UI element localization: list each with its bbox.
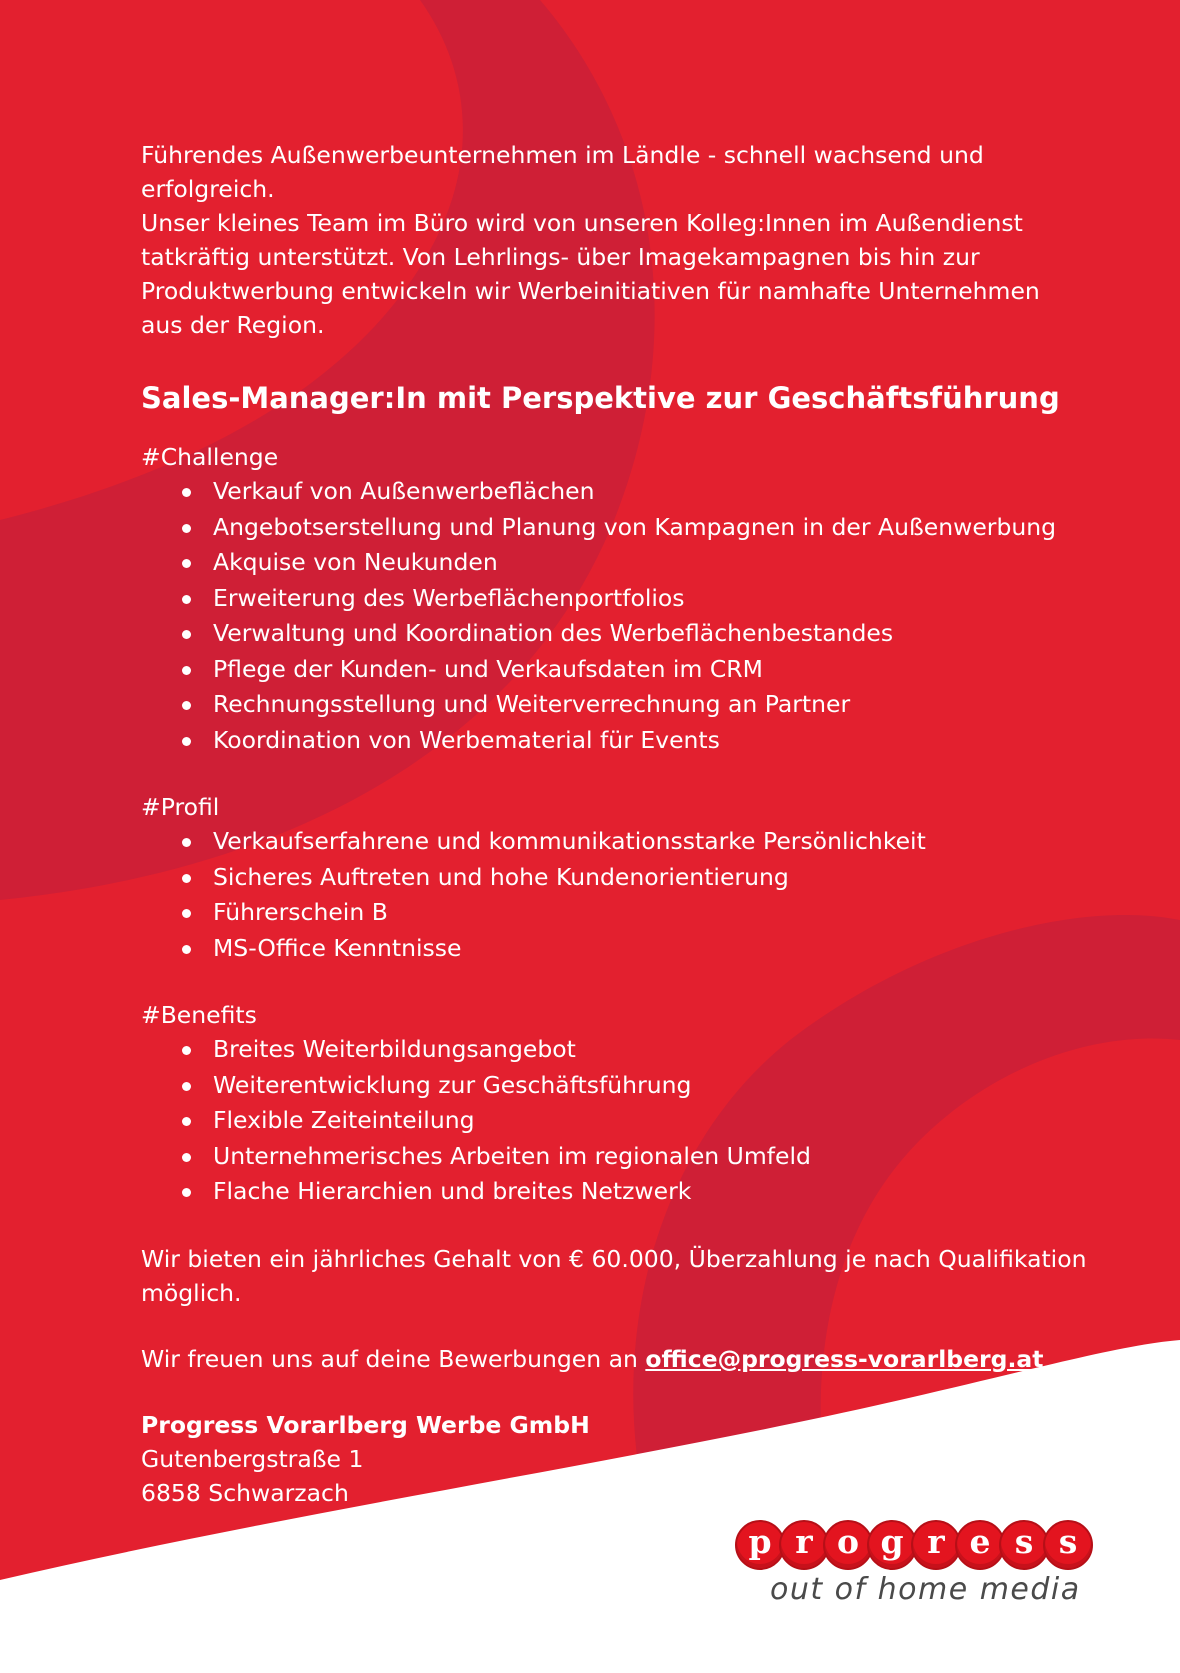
company-name: Progress Vorarlberg Werbe GmbH bbox=[141, 1410, 590, 1439]
list-item: Rechnungsstellung und Weiterverrechnung an Partner bbox=[141, 687, 1161, 723]
list-item: Sicheres Auftreten und hohe Kundenorientierung bbox=[141, 860, 1161, 896]
list-item: Angebotserstellung und Planung von Kampagnen in der Außenwerbung bbox=[141, 510, 1161, 546]
section-heading: #Benefits bbox=[141, 1001, 257, 1029]
section-heading: #Profil bbox=[141, 793, 220, 821]
logo-letter: s bbox=[999, 1520, 1049, 1570]
logo-letter: p bbox=[735, 1520, 785, 1570]
logo-letter: r bbox=[779, 1520, 829, 1570]
list-item: Weiterentwicklung zur Geschäftsführung bbox=[141, 1068, 1161, 1104]
list-item: Pflege der Kunden- und Verkaufsdaten im CRM bbox=[141, 652, 1161, 688]
list-item: Akquise von Neukunden bbox=[141, 545, 1161, 581]
list-item: Breites Weiterbildungsangebot bbox=[141, 1032, 1161, 1068]
job-title: Sales-Manager:In mit Perspektive zur Geschäftsführung bbox=[141, 381, 1060, 415]
intro-line: Unser kleines Team im Büro wird von unseren Kolleg:Innen im Außendienst bbox=[141, 209, 1023, 237]
list-item: Flexible Zeiteinteilung bbox=[141, 1103, 1161, 1139]
company-address bbox=[141, 1408, 1161, 1510]
email-link[interactable]: office@progress-vorarlberg.at bbox=[645, 1344, 1044, 1373]
bullet-list bbox=[141, 1032, 1161, 1210]
section-heading: #Challenge bbox=[141, 443, 279, 471]
section-challenge bbox=[141, 440, 1161, 758]
company-street: Gutenbergstraße 1 bbox=[141, 1444, 364, 1473]
intro-line: tatkräftig unterstützt. Von Lehrlings- über Imagekampagnen bis hin zur bbox=[141, 243, 980, 271]
logo-letter: e bbox=[955, 1520, 1005, 1570]
list-item: Verkauf von Außenwerbeflächen bbox=[141, 474, 1161, 510]
list-item: Verwaltung und Koordination des Werbeflächenbestandes bbox=[141, 616, 1161, 652]
content-area bbox=[141, 138, 1161, 1510]
bullet-list bbox=[141, 474, 1161, 758]
list-item: Führerschein B bbox=[141, 895, 1161, 931]
intro-line: Produktwerbung entwickeln wir Werbeinitiativen für namhafte Unternehmen bbox=[141, 277, 1040, 305]
section-profil bbox=[141, 790, 1161, 966]
intro-line: aus der Region. bbox=[141, 311, 325, 339]
list-item: Unternehmerisches Arbeiten im regionalen Umfeld bbox=[141, 1139, 1161, 1175]
list-item: Koordination von Werbematerial für Events bbox=[141, 723, 1161, 759]
logo-letter: o bbox=[823, 1520, 873, 1570]
list-item: Verkaufserfahrene und kommunikationsstarke Persönlichkeit bbox=[141, 824, 1161, 860]
logo-tagline: out of home media bbox=[770, 1572, 1081, 1607]
list-item: MS-Office Kenntnisse bbox=[141, 931, 1161, 967]
logo-letter: r bbox=[911, 1520, 961, 1570]
progress-logo bbox=[735, 1520, 1125, 1640]
contact-text: Wir freuen uns auf deine Bewerbungen an bbox=[141, 1344, 646, 1373]
company-city: 6858 Schwarzach bbox=[141, 1478, 349, 1507]
intro-line: erfolgreich. bbox=[141, 175, 275, 203]
logo-letter: s bbox=[1043, 1520, 1093, 1570]
logo-letter: g bbox=[867, 1520, 917, 1570]
section-benefits bbox=[141, 998, 1161, 1210]
list-item: Erweiterung des Werbeflächenportfolios bbox=[141, 581, 1161, 617]
intro-line: Führendes Außenwerbeunternehmen im Ländle - schnell wachsend und bbox=[141, 141, 984, 169]
bullet-list bbox=[141, 824, 1161, 966]
intro-paragraph bbox=[141, 138, 1161, 342]
salary-text: Wir bieten ein jährliches Gehalt von € 60.000, Überzahlung je nach Qualifikation möglich. bbox=[141, 1244, 1087, 1307]
contact-line bbox=[141, 1342, 1161, 1376]
list-item: Flache Hierarchien und breites Netzwerk bbox=[141, 1174, 1161, 1210]
